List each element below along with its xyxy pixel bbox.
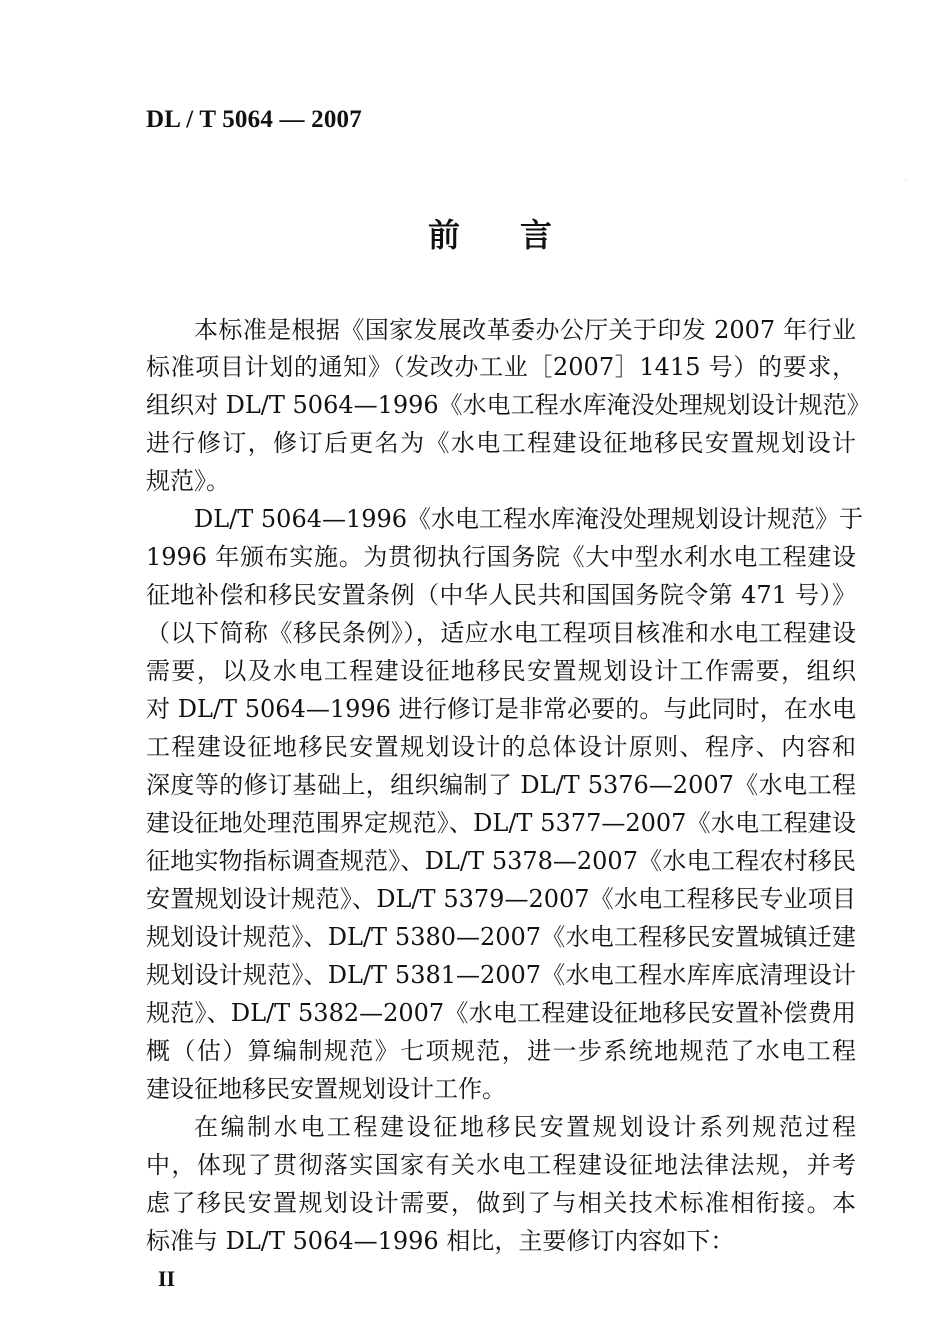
paragraph-2-line-15: 概（估）算编制规范》七项规范，进一步系统地规范了水电工程 [146,1037,856,1065]
paragraph-2-line-8: 深度等的修订基础上，组织编制了 DL/T 5376—2007《水电工程 [146,771,856,799]
paragraph-1-line-3: 组织对 DL/T 5064—1996《水电工程水库淹没处理规划设计规范》 [146,391,871,419]
paragraph-2-line-5: 需要，以及水电工程建设征地移民安置规划设计工作需要，组织 [146,657,856,685]
paragraph-2-line-12: 规划设计规范》、DL/T 5380—2007《水电工程移民安置城镇迁建 [146,923,856,951]
standard-code-header: DL / T 5064 — 2007 [146,106,362,133]
scan-speck [905,180,906,181]
paragraph-2-line-4: （以下简称《移民条例》），适应水电工程项目核准和水电工程建设 [146,619,856,647]
paragraph-3-line-2: 中，体现了贯彻落实国家有关水电工程建设征地法律法规，并考 [146,1151,856,1179]
paragraph-2-line-1: DL/T 5064—1996《水电工程水库淹没处理规划设计规范》于 [194,505,864,533]
paragraph-2-line-11: 安置规划设计规范》、DL/T 5379—2007《水电工程移民专业项目 [146,885,856,913]
paragraph-2-line-14: 规范》、DL/T 5382—2007《水电工程建设征地移民安置补偿费用 [146,999,856,1027]
paragraph-3-line-4: 标准与 DL/T 5064—1996 相比，主要修订内容如下： [146,1227,735,1255]
paragraph-1-line-2: 标准项目计划的通知》（发改办工业［2007］1415 号）的要求， [146,353,856,381]
paragraph-2-line-2: 1996 年颁布实施。为贯彻执行国务院《大中型水利水电工程建设 [146,543,856,571]
paragraph-3-line-1: 在编制水电工程建设征地移民安置规划设计系列规范过程 [194,1113,856,1141]
paragraph-1-line-4: 进行修订，修订后更名为《水电工程建设征地移民安置规划设计 [146,429,856,457]
paragraph-2-line-7: 工程建设征地移民安置规划设计的总体设计原则、程序、内容和 [146,733,856,761]
paragraph-2-line-3: 征地补偿和移民安置条例（中华人民共和国国务院令第 471 号）》 [146,581,856,609]
paragraph-1-line-5: 规范》。 [146,467,230,495]
paragraph-3-line-3: 虑了移民安置规划设计需要，做到了与相关技术标准相衔接。本 [146,1189,856,1217]
paragraph-2-line-10: 征地实物指标调查规范》、DL/T 5378—2007《水电工程农村移民 [146,847,856,875]
paragraph-2-line-13: 规划设计规范》、DL/T 5381—2007《水电工程水库库底清理设计 [146,961,856,989]
page-title: 前言 [428,216,613,254]
paragraph-2-line-6: 对 DL/T 5064—1996 进行修订是非常必要的。与此同时，在水电 [146,695,856,723]
paragraph-2-line-9: 建设征地处理范围界定规范》、DL/T 5377—2007《水电工程建设 [146,809,856,837]
page-number: II [158,1266,176,1291]
paragraph-1-line-1: 本标准是根据《国家发展改革委办公厅关于印发 2007 年行业 [194,316,856,344]
paragraph-2-line-16: 建设征地移民安置规划设计工作。 [146,1075,506,1103]
